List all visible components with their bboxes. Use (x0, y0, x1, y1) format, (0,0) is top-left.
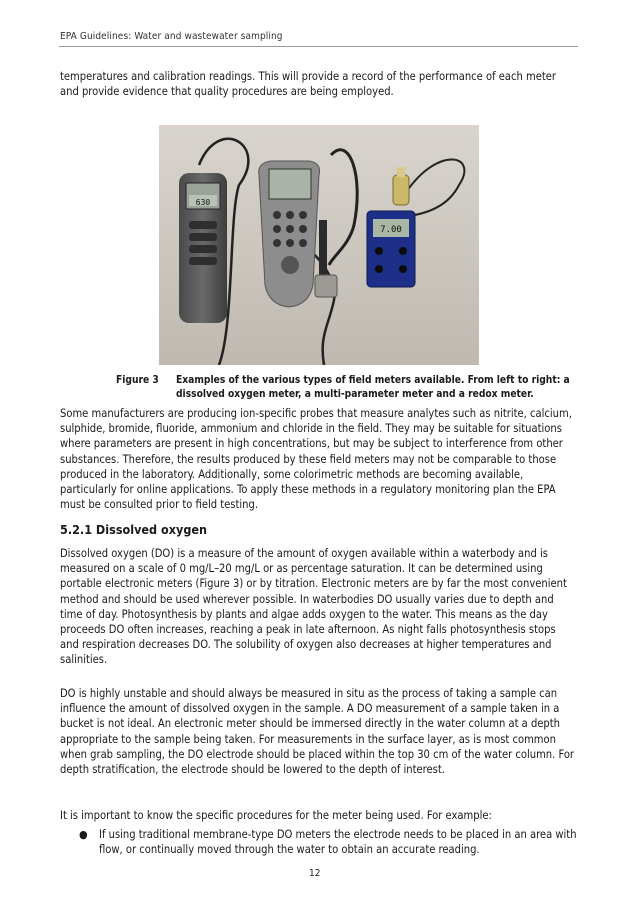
paragraph-do-definition: Dissolved oxygen (DO) is a measure of the amount of oxygen available within a waterbody and is measured on a scale of 0 mg/L–20 mg/L or as percentage saturation. It can be determined using portable electronic meters (Figure 3) or by titration. Electronic meters are by far the most convenient method and should be used wherever possible. In waterbodies DO usually varies due to depth and time of day. Photosynthesis by plants and algae adds oxygen to the water. This means as the day proceeds DO often increases, reaching a peak in late afternoon. As night falls photosynthesis stops and respiration decreases DO. The solubility of oxygen also decreases at higher temperatures and salinities. (60, 547, 567, 667)
header-rule (59, 46, 578, 47)
dissolved-oxygen-meter (179, 173, 227, 323)
bullet-dot-icon: ● (79, 828, 88, 841)
redox-meter (367, 211, 415, 287)
section-heading-dissolved-oxygen: 5.2.1 Dissolved oxygen (60, 522, 208, 537)
bullet-text: If using traditional membrane-type DO meters the electrode needs to be placed in an area with flow, or continually moved through the water to obtain an accurate reading. (99, 828, 577, 857)
page-number: 12 (309, 868, 321, 879)
redox-meter-readout: 7.00 (380, 225, 402, 235)
paragraph-do-in-situ: DO is highly unstable and should always be measured in situ as the process of taking a sample can influence the amount of dissolved oxygen in the sample. A DO measurement of a sample taken in a bucket is not ideal. An electronic meter should be immersed directly in the water column at a depth appropriate to the sample being taken. For measurements in the surface layer, as is most common when grab sampling, the DO electrode should be placed within the top 30 cm of the water column. For depth stratification, the electrode should be lowered to the depth of interest. (60, 687, 575, 777)
paragraph-meter-procedures: It is important to know the specific procedures for the meter being used. For example: (60, 809, 492, 822)
do-meter-readout: 630 (195, 198, 211, 207)
multi-parameter-meter (259, 161, 320, 307)
figure-caption: Examples of the various types of field meters available. From left to right: a dissolved oxygen meter, a multi-parameter meter and a redox meter. (176, 375, 570, 400)
field-meters-photo (159, 125, 479, 365)
probe-guard (315, 275, 337, 297)
field-meters-illustration (159, 125, 479, 365)
paragraph-calibration-records: temperatures and calibration readings. This will provide a record of the performance of each meter and provide evidence that quality procedures are being employed. (60, 70, 557, 99)
paragraph-ion-specific-probes: Some manufacturers are producing ion-specific probes that measure analytes such as nitrite, calcium, sulphide, bromide, fluoride, ammonium and chloride in the field. They may be suitable for situations where parameters are present in high concentrations, but may be subject to interference from other substances. Therefore, the results produced by these field meters may not be comparable to those produced in the laboratory. Additionally, some colorimetric methods are becoming available, particularly for online applications. To apply these methods in a regulatory monitoring plan the EPA must be consulted prior to field testing. (60, 407, 572, 512)
figure-label: Figure 3 (116, 375, 159, 386)
running-header: EPA Guidelines: Water and wastewater sampling (60, 31, 283, 42)
